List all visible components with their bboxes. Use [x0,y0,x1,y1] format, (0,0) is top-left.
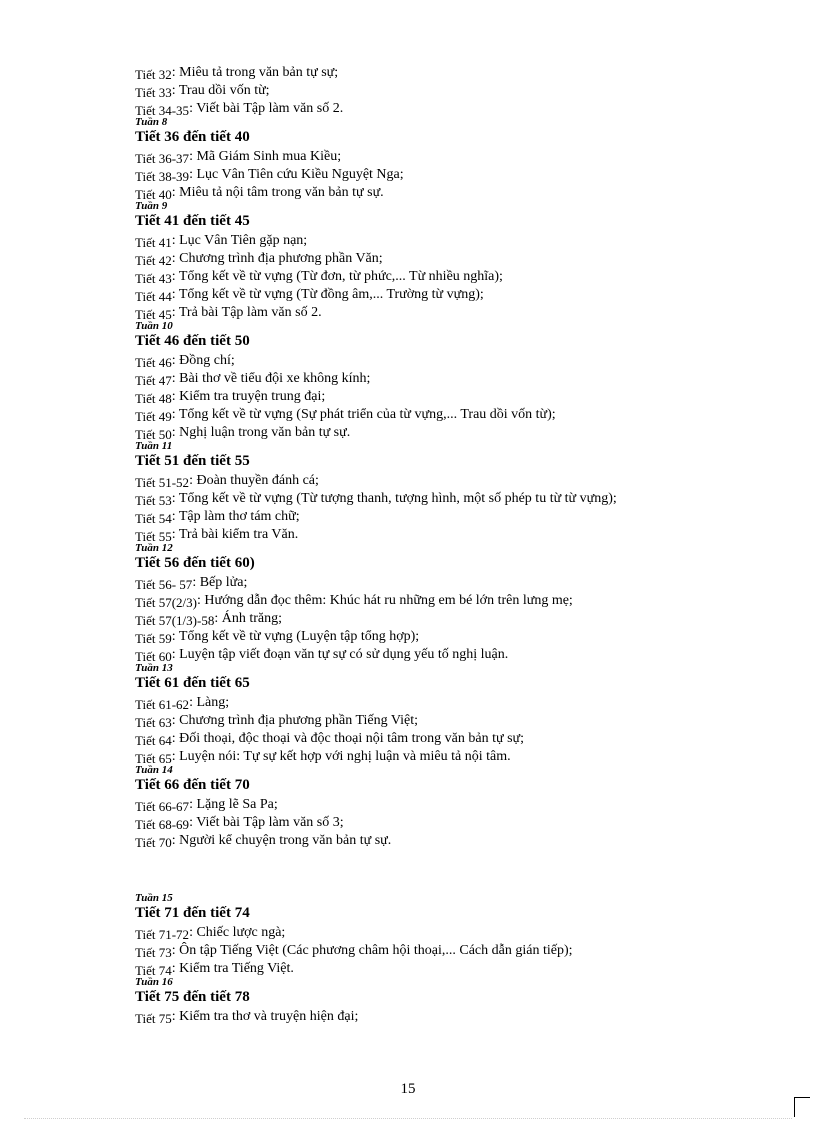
lesson-number: Tiết 41 [135,235,172,250]
lesson-number: Tiết 68-69 [135,817,190,832]
section-heading: Tiết 75 đến tiết 78 [135,989,250,1005]
lesson-number: Tiết 54 [135,511,172,526]
lesson-title: : Tổng kết về từ vựng (Từ tượng thanh, tượng hình, một số phép tu từ từ vựng); [171,491,617,506]
lesson-line [135,183,775,201]
lesson-line [135,267,775,285]
lesson-title: : Luyện tập viết đoạn văn tự sự có sử dụng yếu tố nghị luận. [171,647,509,662]
lesson-line [135,471,775,489]
lesson-line [135,941,775,959]
week-label: Tuần 14 [135,764,173,776]
lesson-title: : Nghị luận trong văn bản tự sự. [171,425,351,440]
section-heading: Tiết 46 đến tiết 50 [135,333,250,349]
lesson-title: : Người kể chuyện trong văn bản tự sự. [171,833,392,848]
crop-mark [794,1097,795,1117]
week-label: Tuần 10 [135,320,173,332]
lesson-line [135,1007,775,1025]
lesson-number: Tiết 50 [135,427,172,442]
lesson-title: : Tổng kết về từ vựng (Luyện tập tổng hợp); [171,629,420,644]
lesson-line [135,831,775,849]
lesson-title: : Trả bài Tập làm văn số 2. [171,305,322,320]
lesson-number: Tiết 40 [135,187,172,202]
lesson-line [135,147,775,165]
spacer [135,849,775,893]
lesson-line [135,231,775,249]
lesson-number: Tiết 57(2/3) [135,595,197,610]
lesson-title: : Lặng lẽ Sa Pa; [189,797,278,812]
lesson-title: : Ôn tập Tiếng Việt (Các phương châm hội thoại,... Cách dẫn gián tiếp); [171,943,573,958]
lesson-number: Tiết 36-37 [135,151,190,166]
lesson-line [135,63,775,81]
lesson-line [135,165,775,183]
lesson-line [135,423,775,441]
lesson-title: : Tổng kết về từ vựng (Từ đơn, từ phức,... Từ nhiều nghĩa); [171,269,503,284]
lesson-line [135,489,775,507]
week-label: Tuần 15 [135,892,173,904]
lesson-number: Tiết 34-35 [135,103,190,118]
lesson-line [135,351,775,369]
section-heading: Tiết 66 đến tiết 70 [135,777,250,793]
lesson-title: : Kiểm tra thơ và truyện hiện đại; [171,1009,359,1024]
lesson-title: : Bài thơ về tiểu đội xe không kính; [171,371,371,386]
lesson-title: : Đồng chí; [171,353,235,368]
lesson-title: : Đoàn thuyền đánh cá; [189,473,319,488]
lesson-number: Tiết 71-72 [135,927,190,942]
lesson-line [135,573,775,591]
lesson-title: : Ánh trăng; [214,611,282,626]
lesson-title: : Chương trình địa phương phần Văn; [171,251,383,266]
lesson-number: Tiết 46 [135,355,172,370]
lesson-number: Tiết 49 [135,409,172,424]
lesson-line [135,693,775,711]
lesson-schedule [135,63,775,1025]
lesson-line [135,405,775,423]
lesson-line [135,81,775,99]
section-heading: Tiết 36 đến tiết 40 [135,129,250,145]
lesson-title: : Trau dồi vốn từ; [171,83,270,98]
week-label: Tuần 11 [135,440,173,452]
lesson-number: Tiết 45 [135,307,172,322]
crop-mark [794,1097,810,1098]
lesson-title: : Trả bài kiểm tra Văn. [171,527,299,542]
lesson-title: : Chiếc lược ngà; [189,925,286,940]
week-label: Tuần 16 [135,976,173,988]
lesson-title: : Lục Vân Tiên gặp nạn; [171,233,308,248]
lesson-line [135,507,775,525]
lesson-number: Tiết 53 [135,493,172,508]
lesson-number: Tiết 75 [135,1011,172,1026]
lesson-number: Tiết 57(1/3)-58 [135,613,215,628]
lesson-number: Tiết 74 [135,963,172,978]
lesson-line [135,747,775,765]
lesson-line [135,795,775,813]
lesson-title: : Bếp lửa; [192,575,248,590]
lesson-title: : Làng; [189,695,230,710]
lesson-number: Tiết 43 [135,271,172,286]
lesson-number: Tiết 63 [135,715,172,730]
lesson-title: : Viết bài Tập làm văn số 3; [189,815,344,830]
lesson-number: Tiết 65 [135,751,172,766]
lesson-number: Tiết 32 [135,67,172,82]
page-number: 15 [400,1081,416,1097]
lesson-line [135,711,775,729]
section-heading: Tiết 56 đến tiết 60) [135,555,255,571]
lesson-number: Tiết 51-52 [135,475,190,490]
lesson-title: : Viết bài Tập làm văn số 2. [189,101,344,116]
lesson-title: : Lục Vân Tiên cứu Kiều Nguyệt Nga; [189,167,404,182]
lesson-line [135,627,775,645]
lesson-number: Tiết 33 [135,85,172,100]
lesson-line [135,729,775,747]
lesson-line [135,609,775,627]
lesson-number: Tiết 59 [135,631,172,646]
lesson-line [135,285,775,303]
section-heading: Tiết 51 đến tiết 55 [135,453,250,469]
lesson-title: : Kiểm tra Tiếng Việt. [171,961,294,976]
lesson-title: : Mã Giám Sinh mua Kiều; [189,149,342,164]
section-heading: Tiết 71 đến tiết 74 [135,905,250,921]
lesson-title: : Tổng kết về từ vựng (Sự phát triển của từ vựng,... Trau dồi vốn từ); [171,407,556,422]
lesson-number: Tiết 60 [135,649,172,664]
page-bottom-border [24,1118,792,1119]
lesson-number: Tiết 48 [135,391,172,406]
lesson-title: : Luyện nói: Tự sự kết hợp với nghị luận và miêu tả nội tâm. [171,749,511,764]
lesson-number: Tiết 38-39 [135,169,190,184]
lesson-title: : Đối thoại, độc thoại và độc thoại nội tâm trong văn bản tự sự; [171,731,525,746]
lesson-line [135,813,775,831]
week-label: Tuần 8 [135,116,168,128]
lesson-number: Tiết 64 [135,733,172,748]
week-label: Tuần 12 [135,542,173,554]
lesson-line [135,387,775,405]
lesson-number: Tiết 73 [135,945,172,960]
lesson-title: : Tập làm thơ tám chữ; [171,509,300,524]
lesson-line [135,923,775,941]
week-label: Tuần 13 [135,662,173,674]
lesson-line [135,591,775,609]
lesson-line [135,369,775,387]
week-label: Tuần 9 [135,200,168,212]
lesson-number: Tiết 70 [135,835,172,850]
lesson-line [135,99,775,117]
lesson-title: : Chương trình địa phương phần Tiếng Việt; [171,713,419,728]
lesson-number: Tiết 56- 57 [135,577,193,592]
lesson-title: : Miêu tả trong văn bản tự sự; [171,65,339,80]
lesson-line [135,959,775,977]
lesson-title: : Miêu tả nội tâm trong văn bản tự sự. [171,185,384,200]
lesson-number: Tiết 66-67 [135,799,190,814]
lesson-title: : Kiểm tra truyện trung đại; [171,389,326,404]
lesson-number: Tiết 42 [135,253,172,268]
lesson-line [135,645,775,663]
lesson-number: Tiết 55 [135,529,172,544]
lesson-line [135,249,775,267]
lesson-title: : Tổng kết về từ vựng (Từ đồng âm,... Trường từ vựng); [171,287,484,302]
lesson-number: Tiết 44 [135,289,172,304]
lesson-number: Tiết 47 [135,373,172,388]
section-heading: Tiết 41 đến tiết 45 [135,213,250,229]
section-heading: Tiết 61 đến tiết 65 [135,675,250,691]
lesson-line [135,303,775,321]
lesson-number: Tiết 61-62 [135,697,190,712]
lesson-title: : Hướng dẫn đọc thêm: Khúc hát ru những em bé lớn trên lưng mẹ; [197,593,573,608]
lesson-line [135,525,775,543]
